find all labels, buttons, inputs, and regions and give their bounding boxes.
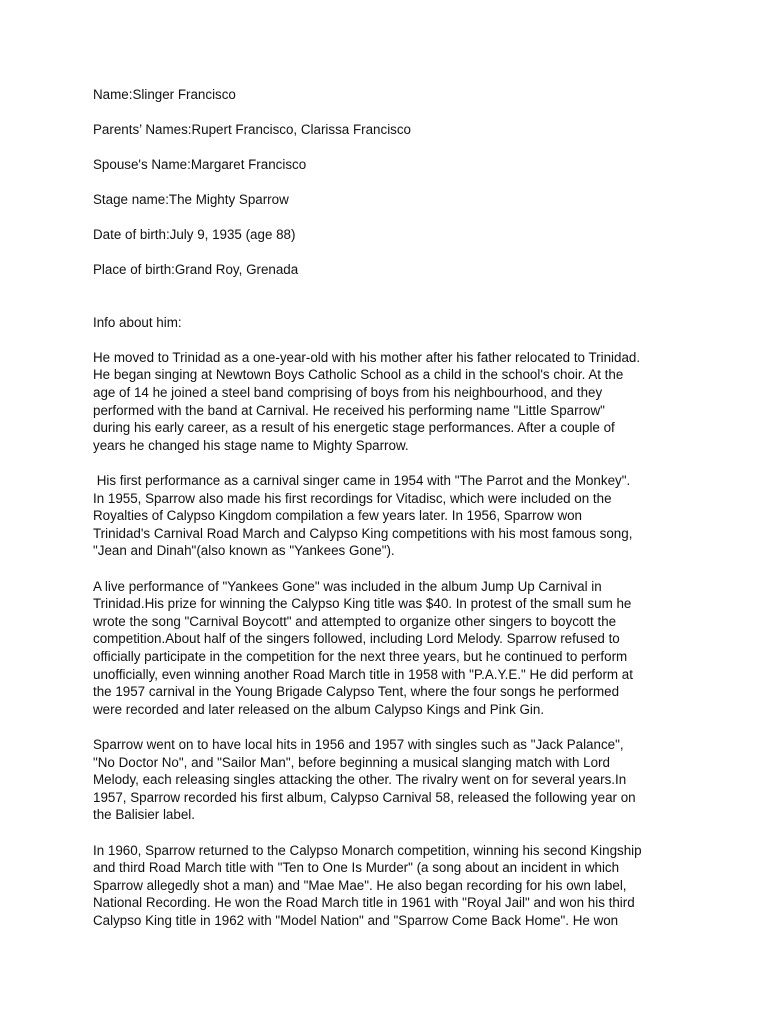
text-line: unofficially, even winning another Road March title in 1958 with "P.A.Y.E." He did perform at (93, 666, 633, 682)
text-line: the 1957 carnival in the Young Brigade Calypso Tent, where the four songs he performed (93, 684, 620, 700)
paragraph-local-hits (93, 736, 683, 824)
paragraph-first-performance (93, 472, 683, 560)
text-line: National Recording. He won the Road March title in 1961 with "Royal Jail" and won his third (93, 895, 635, 911)
text-line: Royalties of Calypso Kingdom compilation a few years later. In 1956, Sparrow won (93, 508, 583, 524)
text-line: Calypso King title in 1962 with "Model Nation" and "Sparrow Come Back Home". He won (93, 912, 619, 928)
text-line: and third Road March title with "Ten to One Is Murder" (a song about an incident in which (93, 860, 620, 876)
place-of-birth-field: Place of birth:Grand Roy, Grenada (93, 261, 299, 277)
text-line: years he changed his stage name to Mighty Sparrow. (93, 437, 409, 453)
text-line: age of 14 he joined a steel band comprising of boys from his neighbourhood, and they (93, 385, 603, 401)
section-spacer (93, 296, 683, 314)
info-heading: Info about him: (93, 314, 182, 330)
paragraph-early-life (93, 349, 683, 455)
document-page (93, 86, 683, 947)
text-line: A live performance of "Yankees Gone" was included in the album Jump Up Carnival in (93, 578, 602, 594)
paragraph-1960-return (93, 842, 683, 930)
text-line: Melody, each releasing singles attacking the other. The rivalry went on for several years.In (93, 772, 627, 788)
spouse-name-field: Spouse's Name:Margaret Francisco (93, 156, 307, 172)
text-line: during his early career, as a result of his energetic stage performances. After a couple of (93, 420, 615, 436)
paragraph-yankees-gone (93, 578, 683, 719)
parents-names-field: Parents’ Names:Rupert Francisco, Clarissa Francisco (93, 121, 412, 137)
text-line: Sparrow went on to have local hits in 1956 and 1957 with singles such as "Jack Palance", (93, 736, 624, 752)
text-line: In 1960, Sparrow returned to the Calypso Monarch competition, winning his second Kingship (93, 842, 642, 858)
text-line: wrote the song "Carnival Boycott" and attempted to organize other singers to boycott the (93, 613, 617, 629)
text-line: He began singing at Newtown Boys Catholic School as a child in the school's choir. At the (93, 367, 624, 383)
text-line: the Balisier label. (93, 807, 195, 823)
text-line: were recorded and later released on the album Calypso Kings and Pink Gin. (93, 701, 545, 717)
text-line: In 1955, Sparrow also made his first recordings for Vitadisc, which were included on the (93, 490, 612, 506)
date-of-birth-field: Date of birth:July 9, 1935 (age 88) (93, 226, 296, 242)
text-line: His first performance as a carnival singer came in 1954 with "The Parrot and the Monkey". (93, 473, 631, 489)
text-line: "No Doctor No", and "Sailor Man", before beginning a musical slanging match with Lord (93, 754, 610, 770)
text-line: Sparrow allegedly shot a man) and "Mae Mae". He also began recording for his own label, (93, 877, 627, 893)
text-line: "Jean and Dinah"(also known as "Yankees Gone"). (93, 543, 395, 559)
text-line: Trinidad's Carnival Road March and Calypso King competitions with his most famous song, (93, 525, 633, 541)
text-line: competition.About half of the singers followed, including Lord Melody. Sparrow refused to (93, 631, 620, 647)
name-field: Name:Slinger Francisco (93, 87, 236, 102)
text-line: performed with the band at Carnival. He received his performing name "Little Sparrow" (93, 402, 605, 418)
text-line: officially participate in the competition for the next three years, but he continued to perform (93, 648, 628, 664)
stage-name-field: Stage name:The Mighty Sparrow (93, 191, 289, 207)
text-line: 1957, Sparrow recorded his first album, Calypso Carnival 58, released the following year on (93, 789, 636, 805)
text-line: He moved to Trinidad as a one-year-old with his mother after his father relocated to Trinidad. (93, 349, 641, 365)
text-line: Trinidad.His prize for winning the Calypso King title was $40. In protest of the small sum he (93, 596, 632, 612)
